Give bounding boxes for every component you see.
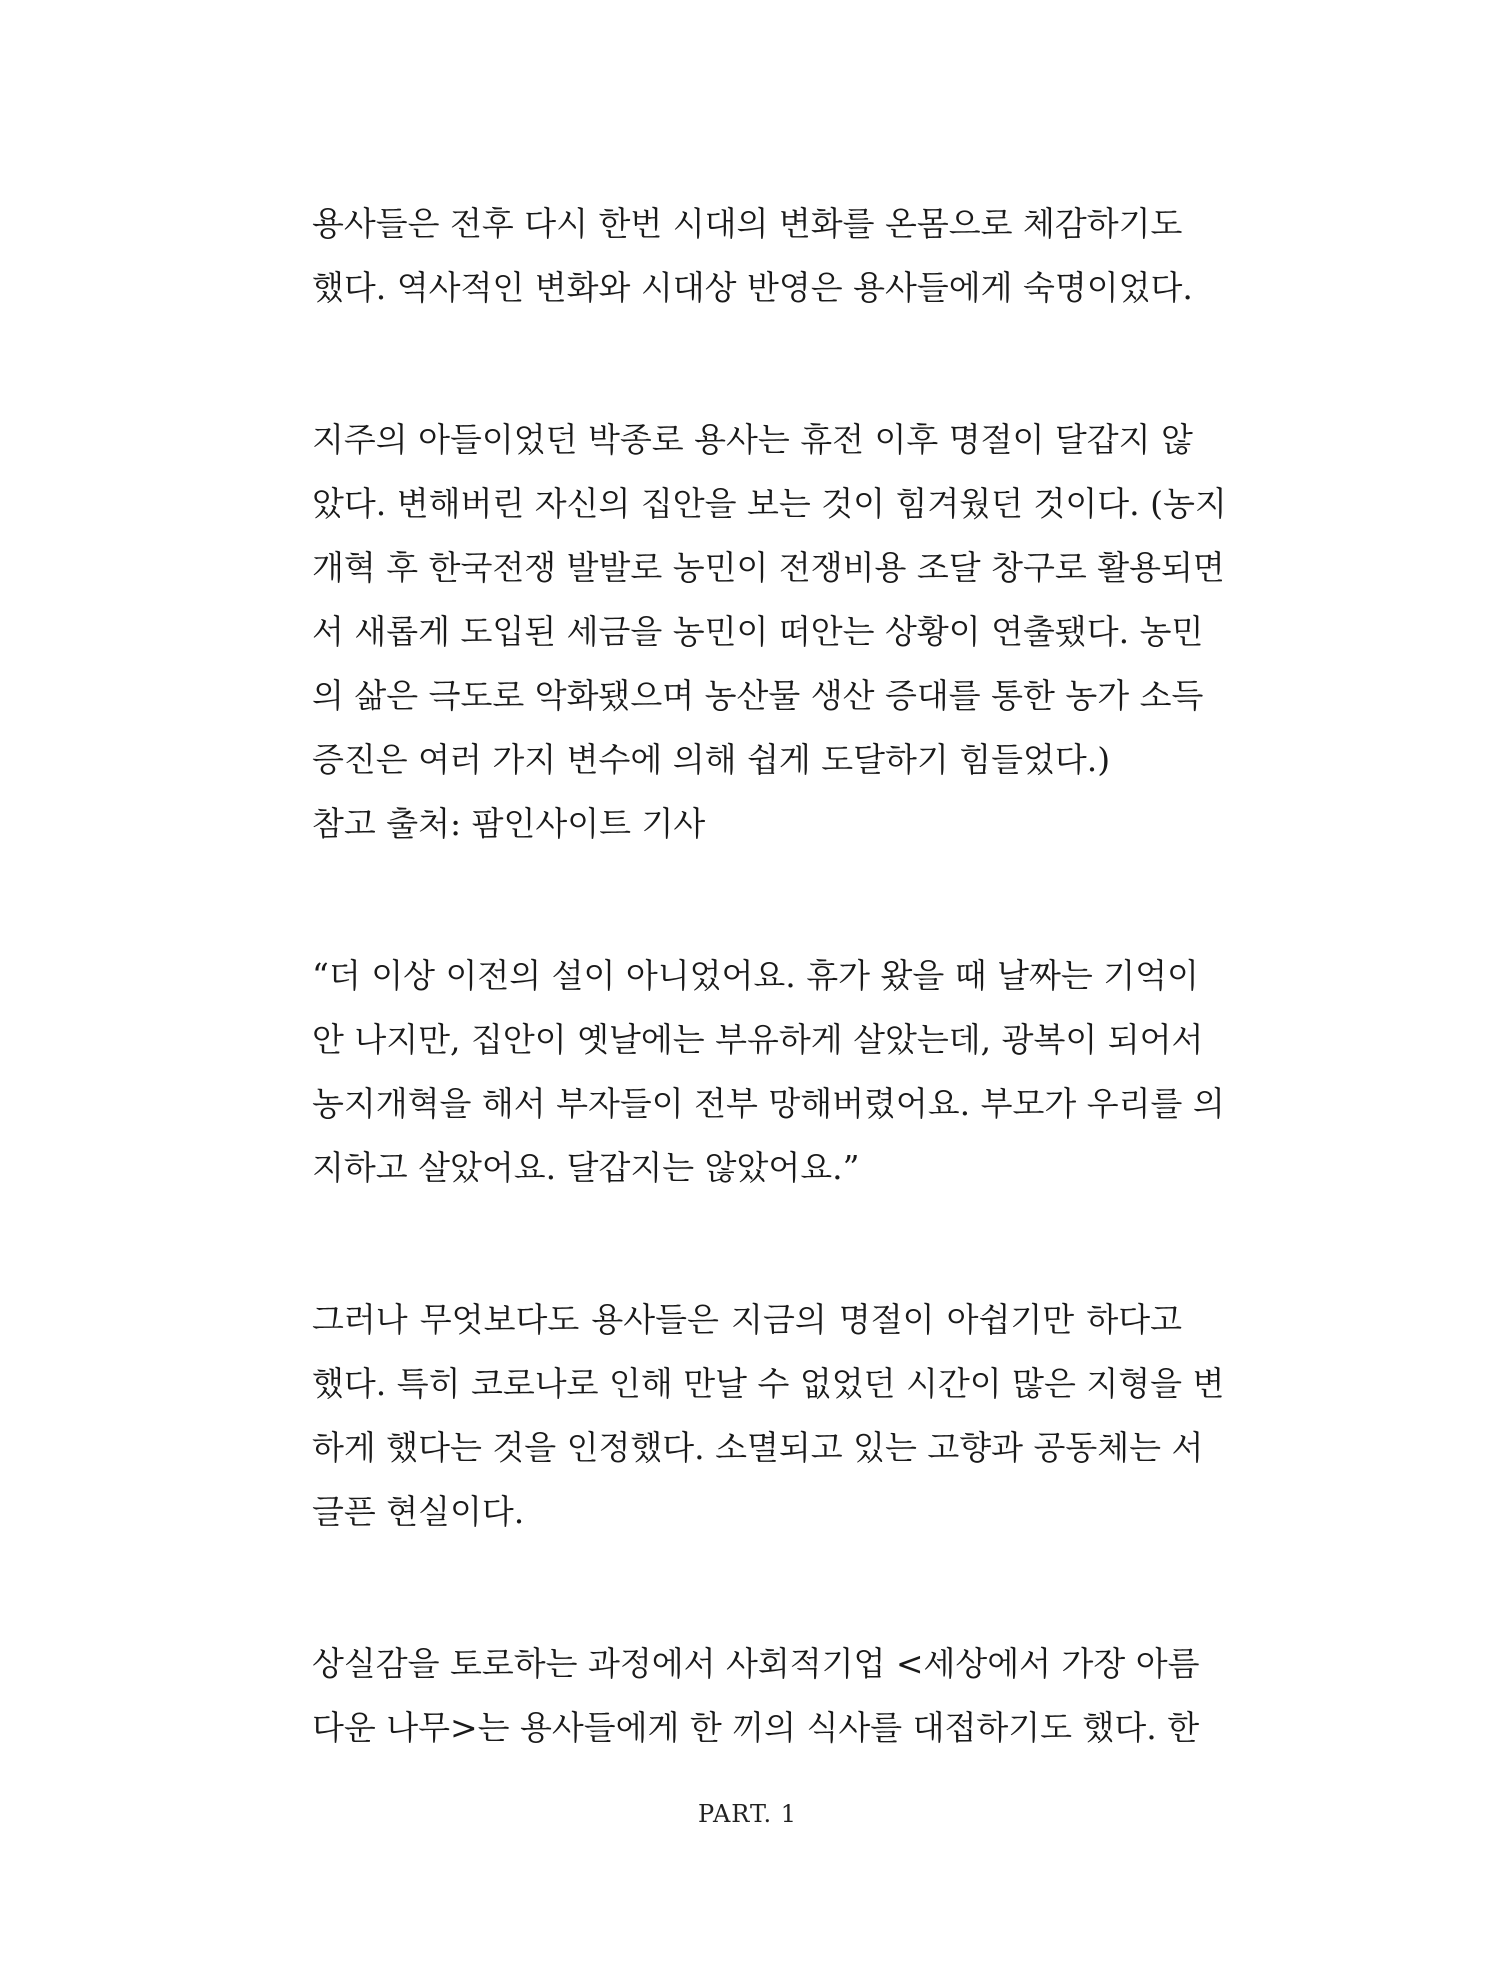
text-line: 서 새롭게 도입된 세금을 농민이 떠안는 상황이 연출됐다. 농민 [312,612,1204,651]
text-line: 했다. 역사적인 변화와 시대상 반영은 용사들에게 숙명이었다. [312,268,1193,307]
text-line: 다운 나무>는 용사들에게 한 끼의 식사를 대접하기도 했다. 한 [312,1708,1200,1747]
text-line: 았다. 변해버린 자신의 집안을 보는 것이 힘겨웠던 것이다. (농지 [312,484,1227,523]
paragraph-3-quote [312,944,1225,1200]
text-line: 용사들은 전후 다시 한번 시대의 변화를 온몸으로 체감하기도 [312,204,1183,243]
text-line: 글픈 현실이다. [312,1492,525,1531]
paragraph-5 [312,1632,1200,1760]
paragraph-4 [312,1288,1225,1544]
text-line: 했다. 특히 코로나로 인해 만날 수 없었던 시간이 많은 지형을 변 [312,1364,1225,1403]
reference-line: 참고 출처: 팜인사이트 기사 [312,804,706,843]
body-text [312,192,1227,1760]
text-line: “더 이상 이전의 설이 아니었어요. 휴가 왔을 때 날짜는 기억이 [312,956,1199,995]
text-line: 의 삶은 극도로 악화됐으며 농산물 생산 증대를 통한 농가 소득 [312,676,1204,715]
paragraph-gap [312,1200,1182,1288]
text-line: 상실감을 토로하는 과정에서 사회적기업 <세상에서 가장 아름 [312,1644,1200,1683]
text-line: 지주의 아들이었던 박종로 용사는 휴전 이후 명절이 달갑지 않 [312,420,1193,459]
text-line: 하게 했다는 것을 인정했다. 소멸되고 있는 고향과 공동체는 서 [312,1428,1204,1467]
paragraph-2 [312,408,1227,856]
paragraph-gap [312,856,1182,944]
text-line: 농지개혁을 해서 부자들이 전부 망해버렸어요. 부모가 우리를 의 [312,1084,1225,1123]
page-footer-label: PART. 1 [698,1800,797,1828]
paragraph-gap [312,1544,1182,1632]
text-line: 지하고 살았어요. 달갑지는 않았어요.” [312,1148,860,1187]
paragraph-1 [312,192,1193,320]
text-line: 안 나지만, 집안이 옛날에는 부유하게 살았는데, 광복이 되어서 [312,1020,1204,1059]
text-line: 증진은 여러 가지 변수에 의해 쉽게 도달하기 힘들었다.) [312,740,1111,779]
text-line: 개혁 후 한국전쟁 발발로 농민이 전쟁비용 조달 창구로 활용되면 [312,548,1225,587]
paragraph-gap [312,320,1182,408]
text-line: 그러나 무엇보다도 용사들은 지금의 명절이 아쉽기만 하다고 [312,1300,1182,1339]
